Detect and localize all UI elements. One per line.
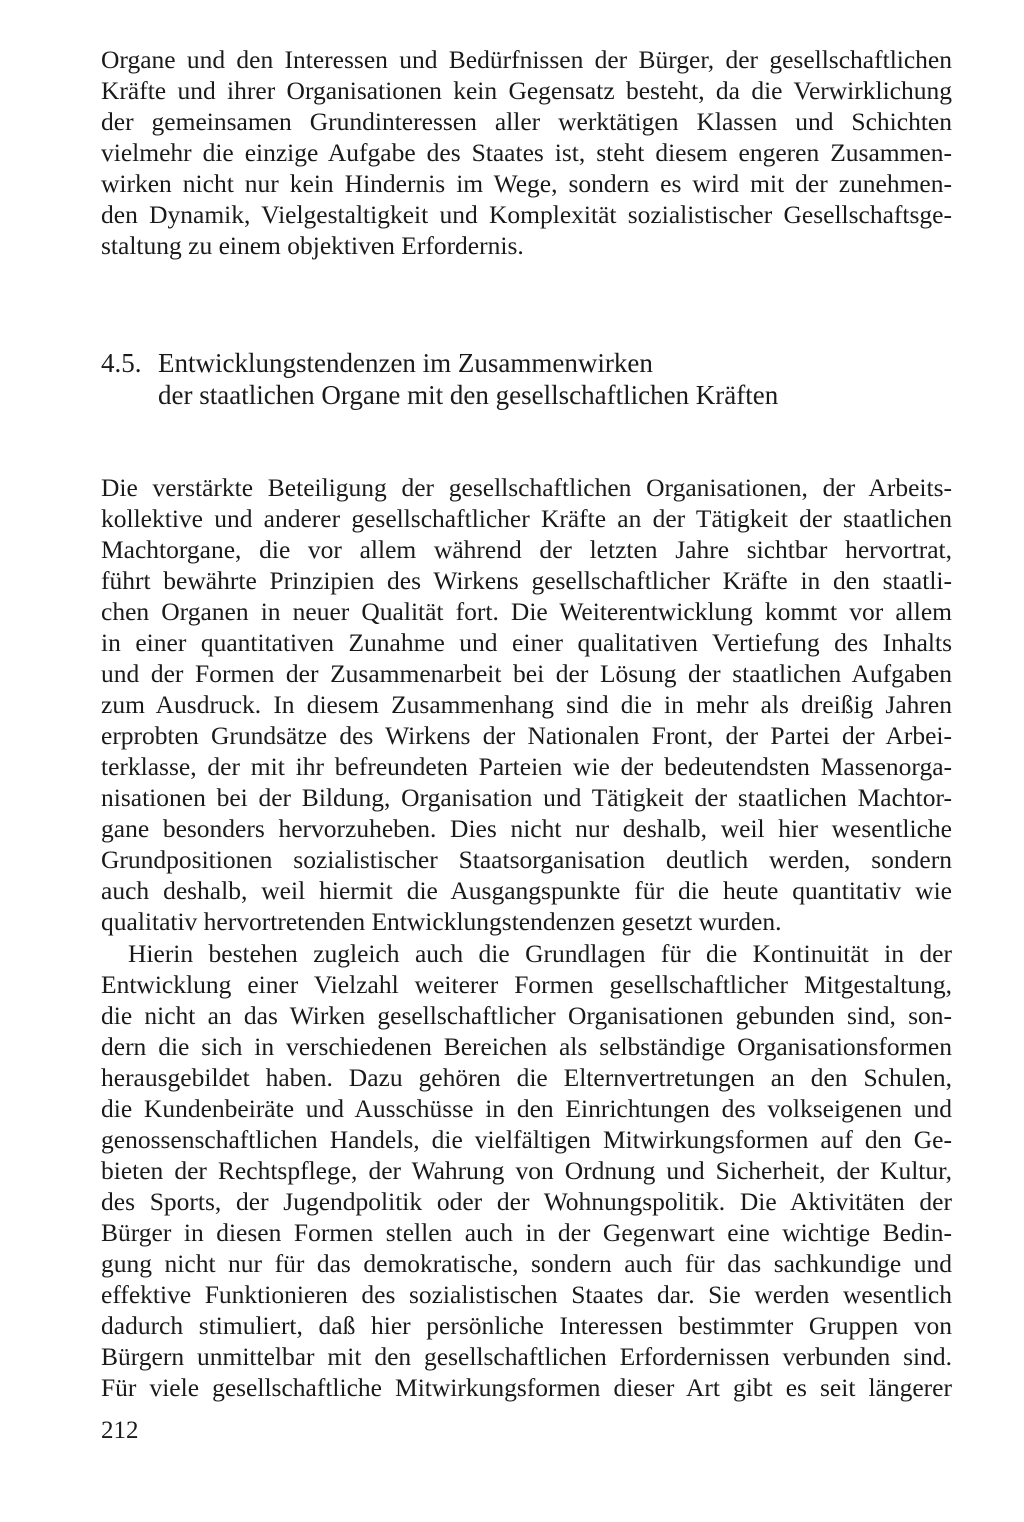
text-line: den Dynamik, Vielgestaltigkeit und Komplexität sozialistischer Gesellschaftsge- bbox=[101, 200, 952, 229]
section-title-line-1: Entwicklungstendenzen im Zusammenwirken bbox=[158, 348, 653, 378]
text-line: Die verstärkte Beteiligung der gesellschaftlichen Organisationen, der Arbeits- bbox=[101, 473, 952, 502]
text-line: dadurch stimuliert, daß hier persönliche Interessen bestimmter Gruppen von bbox=[101, 1311, 952, 1340]
text-line: die Kundenbeiräte und Ausschüsse in den Einrichtungen des volkseigenen und bbox=[101, 1094, 952, 1123]
text-line: genossenschaftlichen Handels, die vielfältigen Mitwirkungsformen auf den Ge- bbox=[101, 1125, 952, 1154]
text-line: Bürger in diesen Formen stellen auch in der Gegenwart eine wichtige Bedin- bbox=[101, 1218, 952, 1247]
text-line: der gemeinsamen Grundinteressen aller werktätigen Klassen und Schichten bbox=[101, 107, 952, 136]
text-line: Kräfte und ihrer Organisationen kein Gegensatz besteht, da die Verwirklichung bbox=[101, 76, 952, 105]
text-line: herausgebildet haben. Dazu gehören die Elternvertretungen an den Schulen, bbox=[101, 1063, 952, 1092]
section-title-line-2: der staatlichen Organe mit den gesellschaftlichen Kräften bbox=[158, 380, 779, 410]
text-line: effektive Funktionieren des sozialistischen Staates dar. Sie werden wesentlich bbox=[101, 1280, 952, 1309]
text-line: wirken nicht nur kein Hindernis im Wege, sondern es wird mit der zunehmen- bbox=[101, 169, 952, 198]
text-line: kollektive und anderer gesellschaftlicher Kräfte an der Tätigkeit der staatlichen bbox=[101, 504, 952, 533]
text-line: Bürgern unmittelbar mit den gesellschaftlichen Erfordernissen verbunden sind. bbox=[101, 1342, 952, 1371]
text-line: des Sports, der Jugendpolitik oder der Wohnungspolitik. Die Aktivitäten der bbox=[101, 1187, 952, 1216]
text-line: Organe und den Interessen und Bedürfnissen der Bürger, der gesellschaftlichen bbox=[101, 45, 952, 74]
text-line: Entwicklung einer Vielzahl weiterer Formen gesellschaftlicher Mitgestaltung, bbox=[101, 970, 952, 999]
text-line: auch deshalb, weil hiermit die Ausgangspunkte für die heute quantitativ wie bbox=[101, 876, 952, 905]
text-line: erprobten Grundsätze des Wirkens der Nationalen Front, der Partei der Arbei- bbox=[101, 721, 952, 750]
text-line: Grundpositionen sozialistischer Staatsorganisation deutlich werden, sondern bbox=[101, 845, 952, 874]
text-line: zum Ausdruck. In diesem Zusammenhang sind die in mehr als dreißig Jahren bbox=[101, 690, 952, 719]
text-line: chen Organen in neuer Qualität fort. Die Weiterentwicklung kommt vor allem bbox=[101, 597, 952, 626]
text-line: staltung zu einem objektiven Erfordernis. bbox=[101, 231, 524, 260]
text-line: Hierin bestehen zugleich auch die Grundlagen für die Kontinuität in der bbox=[128, 939, 952, 968]
text-line: vielmehr die einzige Aufgabe des Staates ist, steht diesem engeren Zusammen- bbox=[101, 138, 952, 167]
text-line: in einer quantitativen Zunahme und einer qualitativen Vertiefung des Inhalts bbox=[101, 628, 952, 657]
text-line: die nicht an das Wirken gesellschaftlicher Organisationen gebunden sind, son- bbox=[101, 1001, 952, 1030]
text-line: gane besonders hervorzuheben. Dies nicht nur deshalb, weil hier wesentliche bbox=[101, 814, 952, 843]
text-line: führt bewährte Prinzipien des Wirkens gesellschaftlicher Kräfte in den staatli- bbox=[101, 566, 952, 595]
page-number: 212 bbox=[101, 1417, 139, 1444]
text-line: und der Formen der Zusammenarbeit bei der Lösung der staatlichen Aufgaben bbox=[101, 659, 952, 688]
text-line: bieten der Rechtspflege, der Wahrung von Ordnung und Sicherheit, der Kultur, bbox=[101, 1156, 952, 1185]
section-number: 4.5. bbox=[101, 348, 142, 378]
text-line: Für viele gesellschaftliche Mitwirkungsformen dieser Art gibt es seit längerer bbox=[101, 1373, 952, 1402]
text-line: dern die sich in verschiedenen Bereichen als selbständige Organisationsformen bbox=[101, 1032, 952, 1061]
text-line: gung nicht nur für das demokratische, sondern auch für das sachkundige und bbox=[101, 1249, 952, 1278]
text-line: qualitativ hervortretenden Entwicklungstendenzen gesetzt wurden. bbox=[101, 907, 782, 936]
text-line: nisationen bei der Bildung, Organisation und Tätigkeit der staatlichen Machtor- bbox=[101, 783, 952, 812]
text-line: Machtorgane, die vor allem während der letzten Jahre sichtbar hervortrat, bbox=[101, 535, 952, 564]
text-line: terklasse, der mit ihr befreundeten Parteien wie der bedeutendsten Massenorga- bbox=[101, 752, 952, 781]
